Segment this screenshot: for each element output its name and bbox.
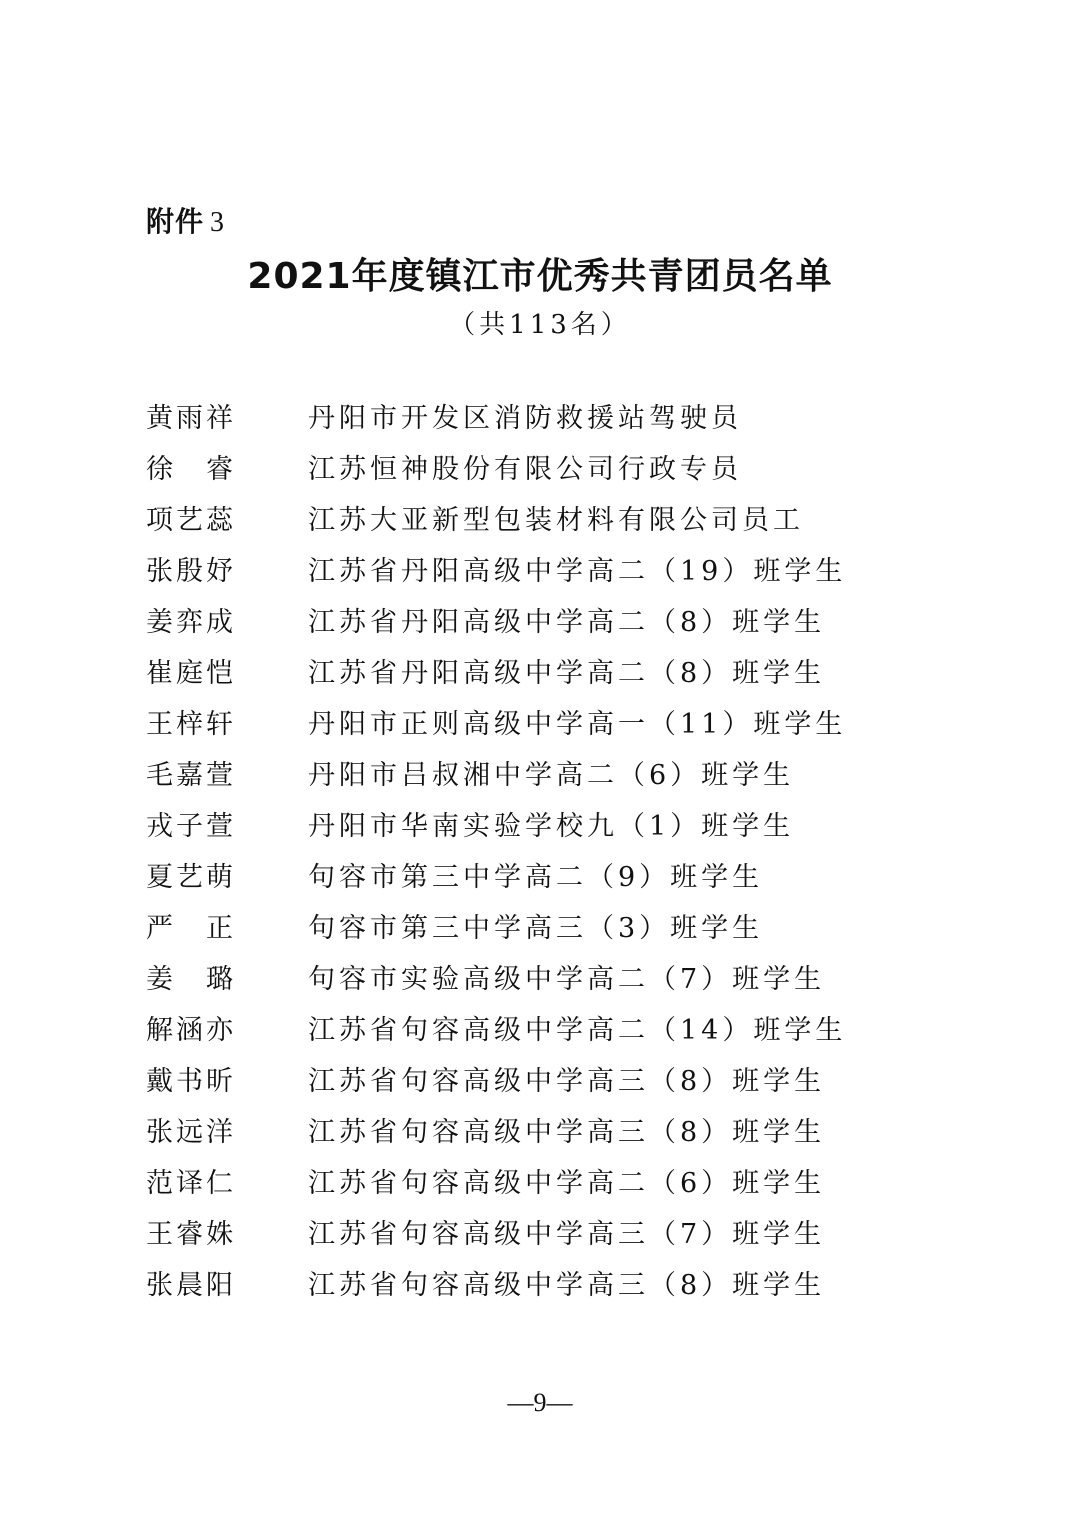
- attachment-label: [146, 200, 225, 240]
- member-name: 崔庭恺: [146, 658, 236, 689]
- member-unit: 江苏省句容高级中学高三（7）班学生: [308, 1219, 826, 1250]
- member-unit: 江苏省句容高级中学高三（8）班学生: [308, 1066, 826, 1097]
- member-name: 张晨阳: [146, 1270, 236, 1301]
- list-item: [146, 1158, 946, 1209]
- list-item: [146, 852, 946, 903]
- member-name: 戎子萱: [146, 811, 236, 842]
- list-item: [146, 903, 946, 954]
- list-item: [146, 648, 946, 699]
- member-name: 严 正: [146, 913, 236, 944]
- list-item: [146, 1056, 946, 1107]
- member-name: 毛嘉萱: [146, 760, 236, 791]
- member-unit: 江苏省丹阳高级中学高二（19）班学生: [308, 556, 847, 587]
- member-unit: 句容市第三中学高三（3）班学生: [308, 913, 764, 944]
- attachment-text: 附件: [146, 205, 205, 238]
- document-subtitle: （共113名）: [449, 310, 631, 340]
- list-item: [146, 495, 946, 546]
- list-item: [146, 393, 946, 444]
- member-unit: 江苏省句容高级中学高三（8）班学生: [308, 1117, 826, 1148]
- member-list: [146, 393, 946, 1311]
- member-unit: 江苏大亚新型包装材料有限公司员工: [308, 505, 804, 536]
- list-item: [146, 1209, 946, 1260]
- member-name: 姜弈成: [146, 607, 236, 638]
- member-unit: 丹阳市开发区消防救援站驾驶员: [308, 403, 742, 434]
- attachment-number: 3: [210, 207, 226, 238]
- list-item: [146, 801, 946, 852]
- page-number: —9—: [507, 1388, 573, 1417]
- list-item: [146, 954, 946, 1005]
- member-name: 王睿姝: [146, 1219, 236, 1250]
- member-name: 黄雨祥: [146, 403, 236, 434]
- member-unit: 丹阳市正则高级中学高一（11）班学生: [308, 709, 847, 740]
- member-unit: 江苏省句容高级中学高二（6）班学生: [308, 1168, 826, 1199]
- member-unit: 江苏省句容高级中学高三（8）班学生: [308, 1270, 826, 1301]
- member-name: 王梓轩: [146, 709, 236, 740]
- list-item: [146, 750, 946, 801]
- document-title: 2021年度镇江市优秀共青团员名单: [247, 256, 833, 297]
- member-name: 姜 璐: [146, 964, 236, 995]
- member-name: 夏艺萌: [146, 862, 236, 893]
- member-unit: 江苏省句容高级中学高二（14）班学生: [308, 1015, 847, 1046]
- member-name: 项艺蕊: [146, 505, 236, 536]
- member-unit: 江苏恒神股份有限公司行政专员: [308, 454, 742, 485]
- list-item: [146, 597, 946, 648]
- member-unit: 丹阳市吕叔湘中学高二（6）班学生: [308, 760, 795, 791]
- list-item: [146, 546, 946, 597]
- member-name: 张远洋: [146, 1117, 236, 1148]
- member-unit: 句容市第三中学高二（9）班学生: [308, 862, 764, 893]
- member-name: 戴书昕: [146, 1066, 236, 1097]
- list-item: [146, 1107, 946, 1158]
- member-unit: 江苏省丹阳高级中学高二（8）班学生: [308, 658, 826, 689]
- member-unit: 句容市实验高级中学高二（7）班学生: [308, 964, 826, 995]
- list-item: [146, 1005, 946, 1056]
- member-name: 范译仁: [146, 1168, 236, 1199]
- list-item: [146, 699, 946, 750]
- list-item: [146, 1260, 946, 1311]
- member-name: 张殷妤: [146, 556, 236, 587]
- list-item: [146, 444, 946, 495]
- member-name: 解涵亦: [146, 1015, 236, 1046]
- member-name: 徐 睿: [146, 454, 236, 485]
- member-unit: 丹阳市华南实验学校九（1）班学生: [308, 811, 795, 842]
- member-unit: 江苏省丹阳高级中学高二（8）班学生: [308, 607, 826, 638]
